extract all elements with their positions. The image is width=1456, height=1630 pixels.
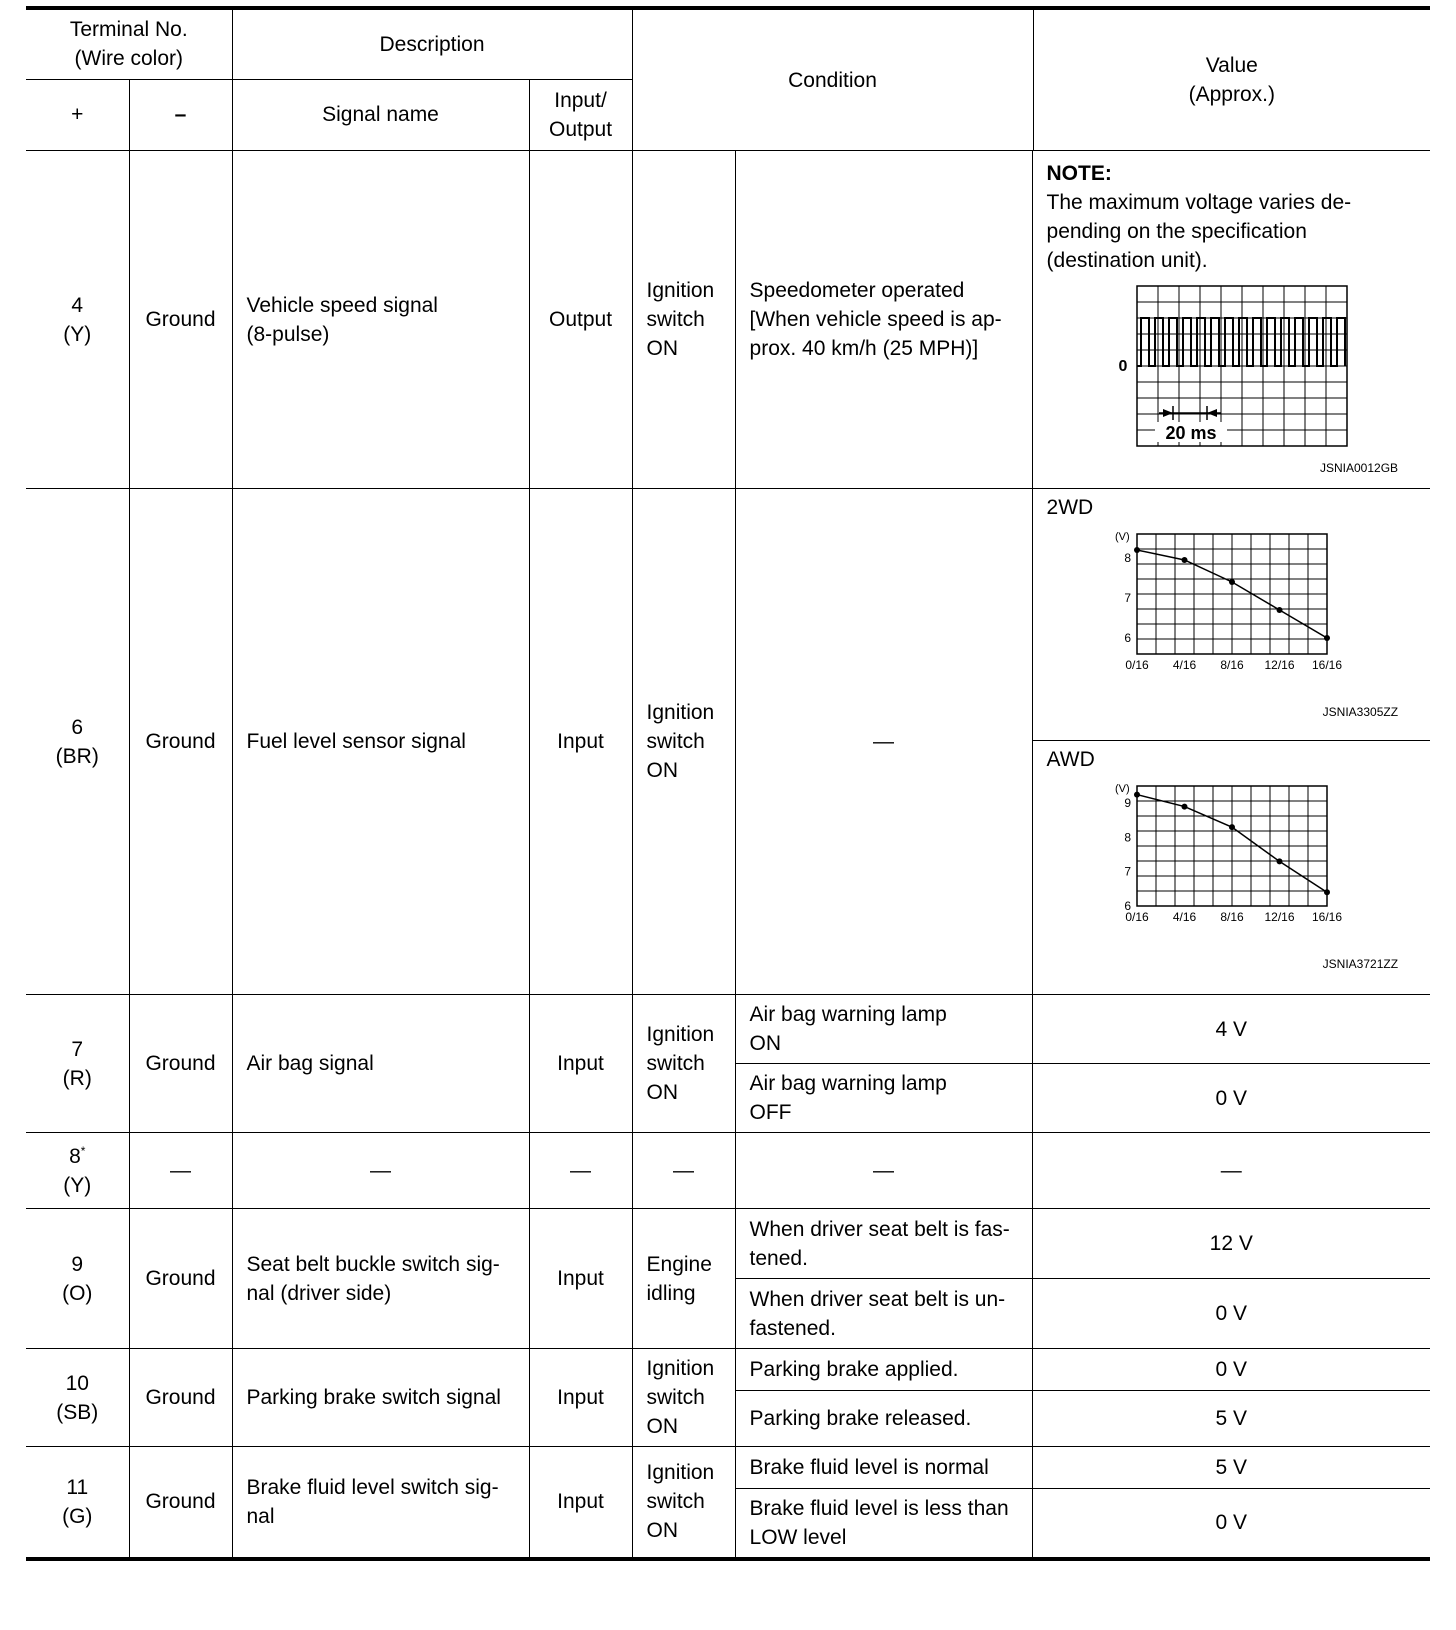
header-condition-cell (632, 8, 1430, 151)
fuel-graph-awd (1047, 774, 1417, 949)
terminal-4: 4 (Y) (26, 151, 129, 489)
terminal-4-io: Output (529, 151, 632, 489)
terminal-11-condition-low: Brake fluid level is less than LOW level (735, 1489, 1032, 1559)
terminal-10-condition: Ignition switch ON (632, 1349, 735, 1447)
graph-2wd-label: 2WD (1046, 496, 1094, 519)
wave-zero-label: 0 (1118, 358, 1128, 375)
terminal-6-io: Input (529, 489, 632, 995)
terminal-8-signal: — (232, 1133, 529, 1209)
terminal-10-value-released: 5 V (1032, 1391, 1430, 1447)
terminal-11: 11 (G) (26, 1447, 129, 1559)
graph-awd-panel (1033, 741, 1431, 993)
graph-awd-x-tick: 16/16 (1311, 910, 1342, 924)
graph-awd-x-tick: 8/16 (1219, 910, 1244, 924)
terminal-8-footnote-mark: * (80, 1143, 86, 1158)
terminal-9-condition-unfastened: When driver seat belt is un- fastened. (735, 1279, 1032, 1349)
terminal-9-signal: Seat belt buckle switch sig- nal (driver side) (232, 1209, 529, 1349)
header-value: Value (Approx.) (1033, 10, 1431, 150)
header-minus: – (129, 79, 232, 150)
graph-2wd-x-tick: 16/16 (1311, 658, 1342, 672)
terminal-8-minus: — (129, 1133, 232, 1209)
terminal-8-value: — (1032, 1133, 1430, 1209)
header-condition: Condition (788, 68, 877, 92)
graph-awd-x-tick: 12/16 (1264, 910, 1295, 924)
graph-awd-y-tick: 8 (1123, 830, 1131, 845)
terminal-11-condition-normal: Brake fluid level is normal (735, 1447, 1032, 1489)
graph-awd-grid (1137, 786, 1327, 906)
terminal-7-condition-on: Air bag warning lamp ON (735, 995, 1032, 1064)
graph-2wd-grid (1137, 534, 1327, 654)
pulse-trace (1137, 318, 1345, 366)
terminal-6-condition: Ignition switch ON (632, 489, 735, 995)
graph-awd-data-point (1276, 858, 1282, 864)
graph-2wd-data-point (1276, 607, 1282, 613)
terminal-10-minus: Ground (129, 1349, 232, 1447)
terminal-10-condition-released: Parking brake released. (735, 1391, 1032, 1447)
header-description: Description (232, 8, 632, 79)
terminal-8-number: 8 (69, 1144, 81, 1168)
terminal-9-value-unfastened: 0 V (1032, 1279, 1430, 1349)
terminal-4-value (1032, 151, 1430, 489)
note-text: The maximum voltage varies de- pending on the specification (destination unit). (1046, 191, 1352, 272)
terminal-7-condition-off: Air bag warning lamp OFF (735, 1064, 1032, 1133)
terminal-11-signal: Brake fluid level switch sig- nal (232, 1447, 529, 1559)
terminal-9-minus: Ground (129, 1209, 232, 1349)
terminal-4-signal: Vehicle speed signal (8-pulse) (232, 151, 529, 489)
graph-2wd-x-tick: 4/16 (1172, 658, 1196, 672)
terminal-10-io: Input (529, 1349, 632, 1447)
speed-pulse-waveform (1111, 281, 1351, 451)
graph-awd-y-tick: 9 (1123, 796, 1131, 811)
graph-awd-data-point (1229, 824, 1235, 830)
terminal-11-value-low: 0 V (1032, 1489, 1430, 1559)
graph-awd-y-tick: 6 (1123, 899, 1131, 913)
graph-2wd-y-tick: 7 (1123, 591, 1131, 605)
terminal-9-condition: Engine idling (632, 1209, 735, 1349)
terminal-10-value-applied: 0 V (1032, 1349, 1430, 1391)
terminal-4-minus: Ground (129, 151, 232, 489)
terminal-9-value-fastened: 12 V (1032, 1209, 1430, 1279)
graph-awd-x-tick: 4/16 (1172, 910, 1196, 924)
header-plus: + (26, 79, 129, 150)
terminal-8-condition-detail: — (735, 1133, 1032, 1209)
fuel-graph-2wd (1047, 522, 1417, 697)
terminal-11-io: Input (529, 1447, 632, 1559)
graph-awd-y-tick: 7 (1123, 864, 1131, 879)
wave-time-label: 20 ms (1165, 423, 1217, 443)
terminal-10-signal: Parking brake switch signal (232, 1349, 529, 1447)
figure-code-2wd: JSNIA3305ZZ (1322, 705, 1399, 719)
terminal-6-condition-detail: — (735, 489, 1032, 995)
terminal-7-minus: Ground (129, 995, 232, 1133)
terminal-6: 6 (BR) (26, 489, 129, 995)
graph-2wd-data-point (1181, 557, 1187, 563)
terminal-9: 9 (O) (26, 1209, 129, 1349)
graph-awd-data-point (1181, 804, 1187, 810)
graph-awd-x-tick: 0/16 (1124, 910, 1149, 924)
terminal-7-value-off: 0 V (1032, 1064, 1430, 1133)
graph-2wd-x-tick: 0/16 (1124, 658, 1149, 672)
graph-2wd-panel (1033, 489, 1431, 741)
figure-code-awd: JSNIA3721ZZ (1322, 957, 1399, 971)
graph-2wd-x-tick: 12/16 (1264, 658, 1295, 672)
terminal-9-io: Input (529, 1209, 632, 1349)
terminal-10: 10 (SB) (26, 1349, 129, 1447)
graph-2wd-data-point (1229, 579, 1235, 585)
terminal-spec-table (26, 6, 1430, 1561)
terminal-7-signal: Air bag signal (232, 995, 529, 1133)
graph-2wd-data-point (1324, 635, 1330, 641)
header-io: Input/ Output (529, 79, 632, 150)
graph-2wd-data-point (1134, 547, 1140, 553)
graph-awd-data-point (1134, 792, 1140, 798)
terminal-11-minus: Ground (129, 1447, 232, 1559)
terminal-8-condition: — (632, 1133, 735, 1209)
graph-awd-data-point (1324, 889, 1330, 895)
terminal-9-condition-fastened: When driver seat belt is fas- tened. (735, 1209, 1032, 1279)
graph-2wd-y-tick: 8 (1123, 551, 1131, 565)
terminal-4-condition: Ignition switch ON (632, 151, 735, 489)
terminal-8 (26, 1133, 129, 1209)
terminal-11-condition: Ignition switch ON (632, 1447, 735, 1559)
graph-awd-y-unit: (V) (1114, 783, 1130, 795)
graph-2wd-x-tick: 8/16 (1219, 658, 1244, 672)
terminal-6-minus: Ground (129, 489, 232, 995)
terminal-6-value (1032, 489, 1430, 995)
header-terminal-no: Terminal No. (Wire color) (26, 8, 232, 79)
terminal-8-color: (Y) (63, 1173, 92, 1197)
graph-2wd-y-unit: (V) (1114, 531, 1130, 543)
graph-2wd-y-tick: 6 (1123, 631, 1131, 645)
header-signal-name: Signal name (232, 79, 529, 150)
terminal-10-condition-applied: Parking brake applied. (735, 1349, 1032, 1391)
terminal-7-condition: Ignition switch ON (632, 995, 735, 1133)
terminal-6-signal: Fuel level sensor signal (232, 489, 529, 995)
note-heading: NOTE: (1046, 162, 1112, 185)
terminal-7: 7 (R) (26, 995, 129, 1133)
terminal-7-io: Input (529, 995, 632, 1133)
terminal-7-value-on: 4 V (1032, 995, 1430, 1064)
terminal-11-value-normal: 5 V (1032, 1447, 1430, 1489)
figure-code-4: JSNIA0012GB (1320, 461, 1399, 475)
terminal-8-io: — (529, 1133, 632, 1209)
terminal-4-condition-detail: Speedometer operated [When vehicle speed is ap- prox. 40 km/h (25 MPH)] (735, 151, 1032, 489)
graph-awd-label: AWD (1046, 748, 1095, 771)
